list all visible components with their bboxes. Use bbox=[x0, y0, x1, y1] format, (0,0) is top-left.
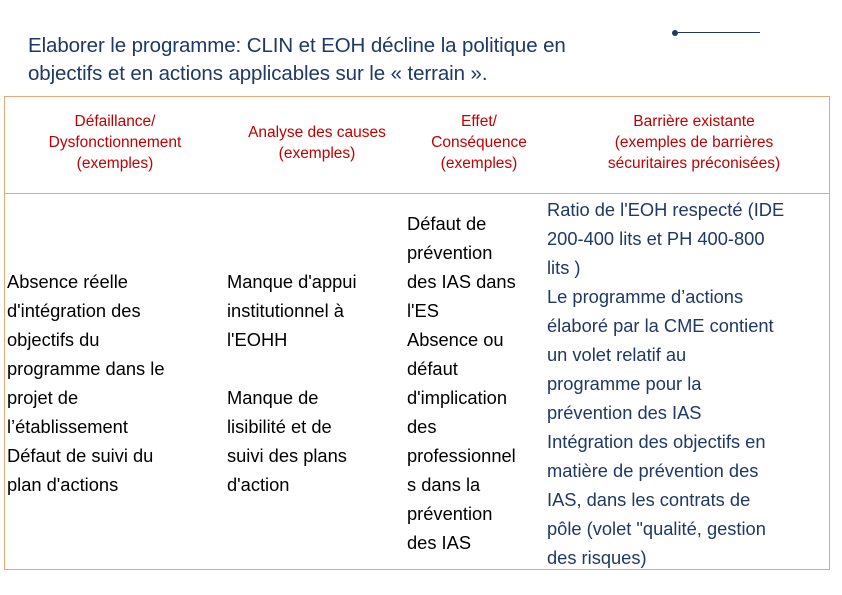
header-line: Défaillance/ bbox=[74, 113, 156, 130]
header-line: sécuritaires préconisées) bbox=[607, 155, 781, 172]
title-line-1: Elaborer le programme: CLIN et EOH décline la politique en bbox=[28, 34, 566, 57]
title-line-2: objectifs et en actions applicables sur le « terrain ». bbox=[28, 62, 488, 85]
col-defaillance bbox=[7, 267, 165, 499]
slide-title bbox=[28, 32, 828, 88]
cell-line: élaboré par la CME contient bbox=[547, 315, 774, 336]
cell-line: objectifs du bbox=[7, 329, 100, 350]
header-line: Analyse des causes bbox=[248, 124, 386, 141]
cell-line: Manque d'appui bbox=[227, 271, 357, 292]
cell-line: institutionnel à bbox=[227, 300, 344, 321]
decorative-dot bbox=[672, 30, 678, 36]
cell-line: un volet relatif au bbox=[547, 344, 687, 365]
analysis-table bbox=[4, 96, 830, 570]
header-line: Conséquence bbox=[431, 134, 527, 151]
col-barriere bbox=[547, 195, 784, 572]
header-line: (exemples) bbox=[76, 155, 154, 172]
cell-line: Intégration des objectifs en bbox=[547, 431, 766, 452]
cell-line: des IAS dans bbox=[407, 271, 516, 292]
header-line: (exemples) bbox=[440, 155, 518, 172]
cell-line: d'implication bbox=[407, 387, 508, 408]
header-separator bbox=[5, 193, 829, 194]
cell-line: s dans la bbox=[407, 474, 481, 495]
cell-line: des bbox=[407, 416, 437, 437]
cell-line: d'intégration des bbox=[7, 300, 141, 321]
header-analyse-causes bbox=[225, 122, 409, 164]
header-line: (exemples de barrières bbox=[614, 134, 774, 151]
cell-line: programme pour la bbox=[547, 373, 702, 394]
cell-line: prévention bbox=[407, 242, 493, 263]
cell-line: d'action bbox=[227, 474, 290, 495]
cell-line: Le programme d’actions bbox=[547, 286, 744, 307]
cell-line: 200-400 lits et PH 400-800 bbox=[547, 228, 765, 249]
col-effet bbox=[407, 209, 516, 557]
header-line: Dysfonctionnement bbox=[48, 134, 182, 151]
cell-line: Ratio de l'EOH respecté (IDE bbox=[547, 199, 785, 220]
cell-line: IAS, dans les contrats de bbox=[547, 489, 751, 510]
cell-line: Manque de bbox=[227, 387, 319, 408]
header-effet bbox=[409, 111, 549, 174]
cell-line: lits ) bbox=[547, 257, 581, 278]
cell-line: plan d'actions bbox=[7, 474, 119, 495]
cell-line: l'EOHH bbox=[227, 329, 288, 350]
cell-line: défaut bbox=[407, 358, 458, 379]
header-line: Barrière existante bbox=[633, 113, 755, 130]
cell-line: programme dans le bbox=[7, 358, 165, 379]
header-line: (exemples) bbox=[278, 145, 356, 162]
cell-line: Absence ou bbox=[407, 329, 504, 350]
cell-line: prévention bbox=[407, 503, 493, 524]
cell-line: Défaut de suivi du bbox=[7, 445, 154, 466]
header-line: Effet/ bbox=[461, 113, 497, 130]
cell-line: professionnel bbox=[407, 445, 516, 466]
cell-line: lisibilité et de bbox=[227, 416, 332, 437]
header-defaillance bbox=[7, 111, 223, 174]
cell-line: prévention des IAS bbox=[547, 402, 702, 423]
cell-line: matière de prévention des bbox=[547, 460, 759, 481]
cell-line: Absence réelle bbox=[7, 271, 128, 292]
cell-line: Défaut de bbox=[407, 213, 487, 234]
col-analyse-causes bbox=[227, 267, 357, 499]
cell-line: pôle (volet "qualité, gestion bbox=[547, 518, 766, 539]
header-barriere bbox=[569, 111, 819, 174]
cell-line: suivi des plans bbox=[227, 445, 347, 466]
cell-line: des risques) bbox=[547, 547, 647, 568]
cell-line bbox=[227, 354, 357, 383]
cell-line: des IAS bbox=[407, 532, 472, 553]
cell-line: l'ES bbox=[407, 300, 439, 321]
decorative-line bbox=[678, 32, 760, 33]
cell-line: l’établissement bbox=[7, 416, 128, 437]
cell-line: projet de bbox=[7, 387, 79, 408]
